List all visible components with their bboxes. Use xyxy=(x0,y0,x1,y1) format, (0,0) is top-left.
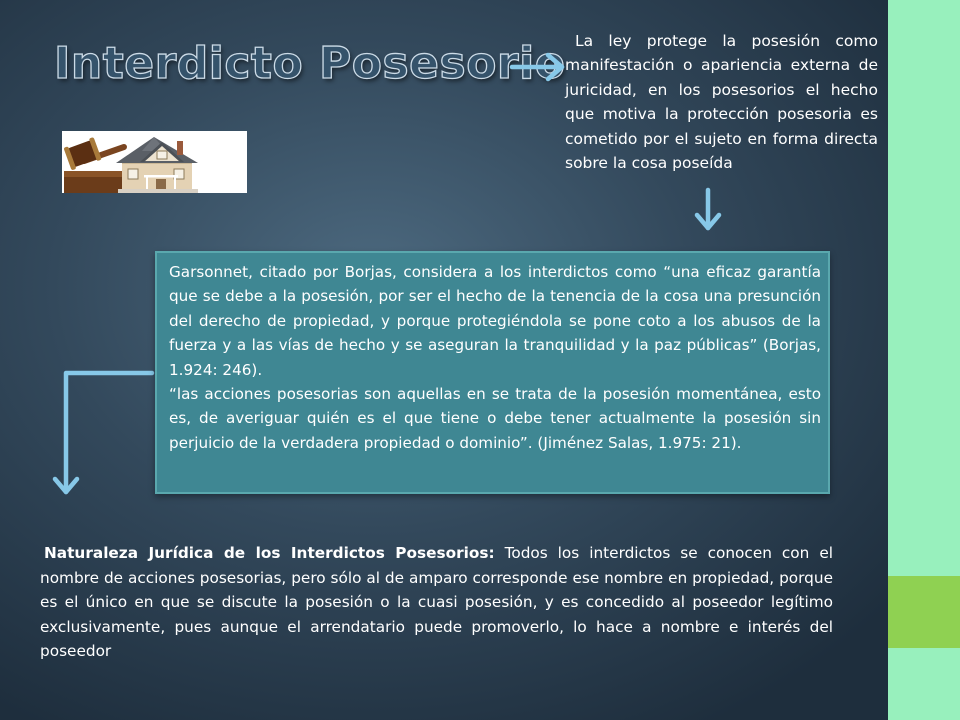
side-bar-bottom xyxy=(888,648,960,720)
gavel-and-house-icon xyxy=(62,131,247,193)
nature-label: Naturaleza Jurídica de los Interdictos Posesorios: xyxy=(44,544,495,562)
intro-paragraph: La ley protege la posesión como manifestación o apariencia externa de juricidad, en los posesorios el hecho que motiva la protección posesoria es cometido por el sujeto en forma directa sobre la cosa poseída xyxy=(565,32,878,173)
quote-paragraph-garsonnet: Garsonnet, citado por Borjas, considera a los interdictos como “una eficaz garantía que se debe a la posesión, por ser el hecho de la tenencia de la cosa una presunción del derecho de propiedad, y porque protegiéndola se pone coto a los abusos de la fuerza y a las vías de hecho y se aseguran la tranquilidad y la paz públicas” (Borjas, 1.924: 246). xyxy=(169,263,821,379)
nature-paragraph xyxy=(40,541,833,664)
arrow-down-icon xyxy=(697,190,719,228)
slide-title: Interdicto Posesorio xyxy=(54,38,566,89)
quote-paragraph-jimenez: “las acciones posesorias son aquellas en se trata de la posesión momentánea, esto es, de averiguar quién es el que tiene o debe tener actualmente la posesión sin perjuicio de la verdadera propiedad o dominio”. (Jiménez Salas, 1.975: 21). xyxy=(169,385,821,452)
nature-text: Todos los interdictos se conocen con el nombre de acciones posesorias, pero sólo al de amparo corresponde ese nombre en propiedad, porque es el único en que se discute la posesión o la cuasi posesión, y es concedido al poseedor legítimo exclusivamente, pues aunque el arrendatario puede promoverlo, lo hace a nombre e interés del poseedor xyxy=(40,544,833,661)
arrow-elbow-down-icon xyxy=(55,373,152,492)
arrow-right-icon xyxy=(512,55,562,79)
side-bar-accent xyxy=(888,576,960,648)
quote-box xyxy=(155,251,830,494)
side-bar-top xyxy=(888,0,960,576)
